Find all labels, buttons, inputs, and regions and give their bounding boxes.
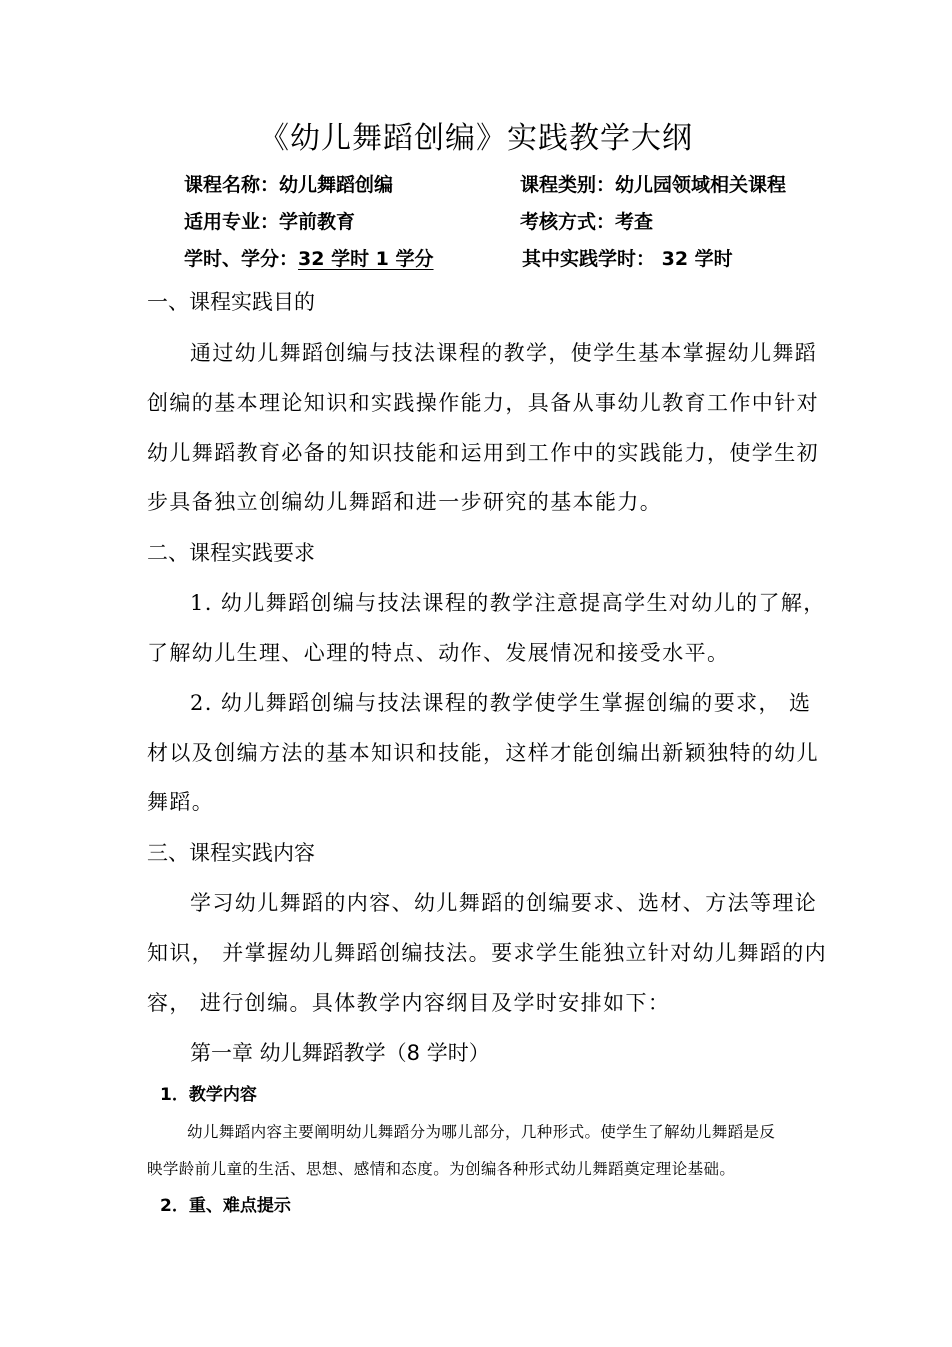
paragraph-line: 学习幼儿舞蹈的内容、幼儿舞蹈的创编要求、选材、方法等理论 xyxy=(190,891,818,915)
paragraph-line: 幼儿舞蹈内容主要阐明幼儿舞蹈分为哪儿部分，几种形式。使学生了解幼儿舞蹈是反 xyxy=(187,1123,776,1141)
paragraph-line: 了解幼儿生理、心理的特点、动作、发展情况和接受水平。 xyxy=(147,641,730,665)
paragraph-line: 幼儿舞蹈教育必备的知识技能和运用到工作中的实践能力，使学生初 xyxy=(147,441,819,465)
section-heading-content: 三、课程实践内容 xyxy=(147,841,315,865)
paragraph-line: 步具备独立创编幼儿舞蹈和进一步研究的基本能力。 xyxy=(147,490,663,514)
hours-credits-label: 学时、学分： xyxy=(184,248,299,270)
paragraph-line: 1. 幼儿舞蹈创编与技法课程的教学注意提高学生对幼儿的了解， xyxy=(190,591,826,615)
paragraph-line: 通过幼儿舞蹈创编与技法课程的教学，使学生基本掌握幼儿舞蹈 xyxy=(190,341,818,365)
assessment-method: 考核方式：考查 xyxy=(520,211,654,233)
course-name: 课程名称：幼儿舞蹈创编 xyxy=(184,174,394,196)
hours-credits-value: 32 学时 1 学分 xyxy=(298,248,434,270)
paragraph-line: 创编的基本理论知识和实践操作能力，具备从事幼儿教育工作中针对 xyxy=(147,391,819,415)
section-heading-requirements: 二、课程实践要求 xyxy=(147,541,315,565)
paragraph-line: 容， 进行创编。具体教学内容纲目及学时安排如下： xyxy=(147,991,671,1015)
subheading-teaching-content: 1．教学内容 xyxy=(160,1085,257,1105)
section-heading-purpose: 一、课程实践目的 xyxy=(147,290,315,314)
paragraph-line: 知识， 并掌握幼儿舞蹈创编技法。要求学生能独立针对幼儿舞蹈的内 xyxy=(147,941,828,965)
paragraph-line: 2. 幼儿舞蹈创编与技法课程的教学使学生掌握创编的要求， 选 xyxy=(190,691,812,715)
practice-hours: 其中实践学时： 32 学时 xyxy=(522,248,733,270)
hours-credits xyxy=(184,250,434,269)
course-type: 课程类别：幼儿园领域相关课程 xyxy=(520,174,787,196)
paragraph-line: 舞蹈。 xyxy=(147,790,215,814)
paragraph-line: 材以及创编方法的基本知识和技能，这样才能创编出新颖独特的幼儿 xyxy=(147,741,819,765)
chapter-heading: 第一章 幼儿舞蹈教学（8 学时） xyxy=(190,1041,490,1065)
paragraph-line: 映学龄前儿童的生活、思想、感情和态度。为创编各种形式幼儿舞蹈奠定理论基础。 xyxy=(147,1160,736,1178)
subheading-key-points: 2．重、难点提示 xyxy=(160,1196,291,1216)
document-title: 《幼儿舞蹈创编》实践教学大纲 xyxy=(259,121,693,156)
applicable-major: 适用专业：学前教育 xyxy=(184,211,356,233)
